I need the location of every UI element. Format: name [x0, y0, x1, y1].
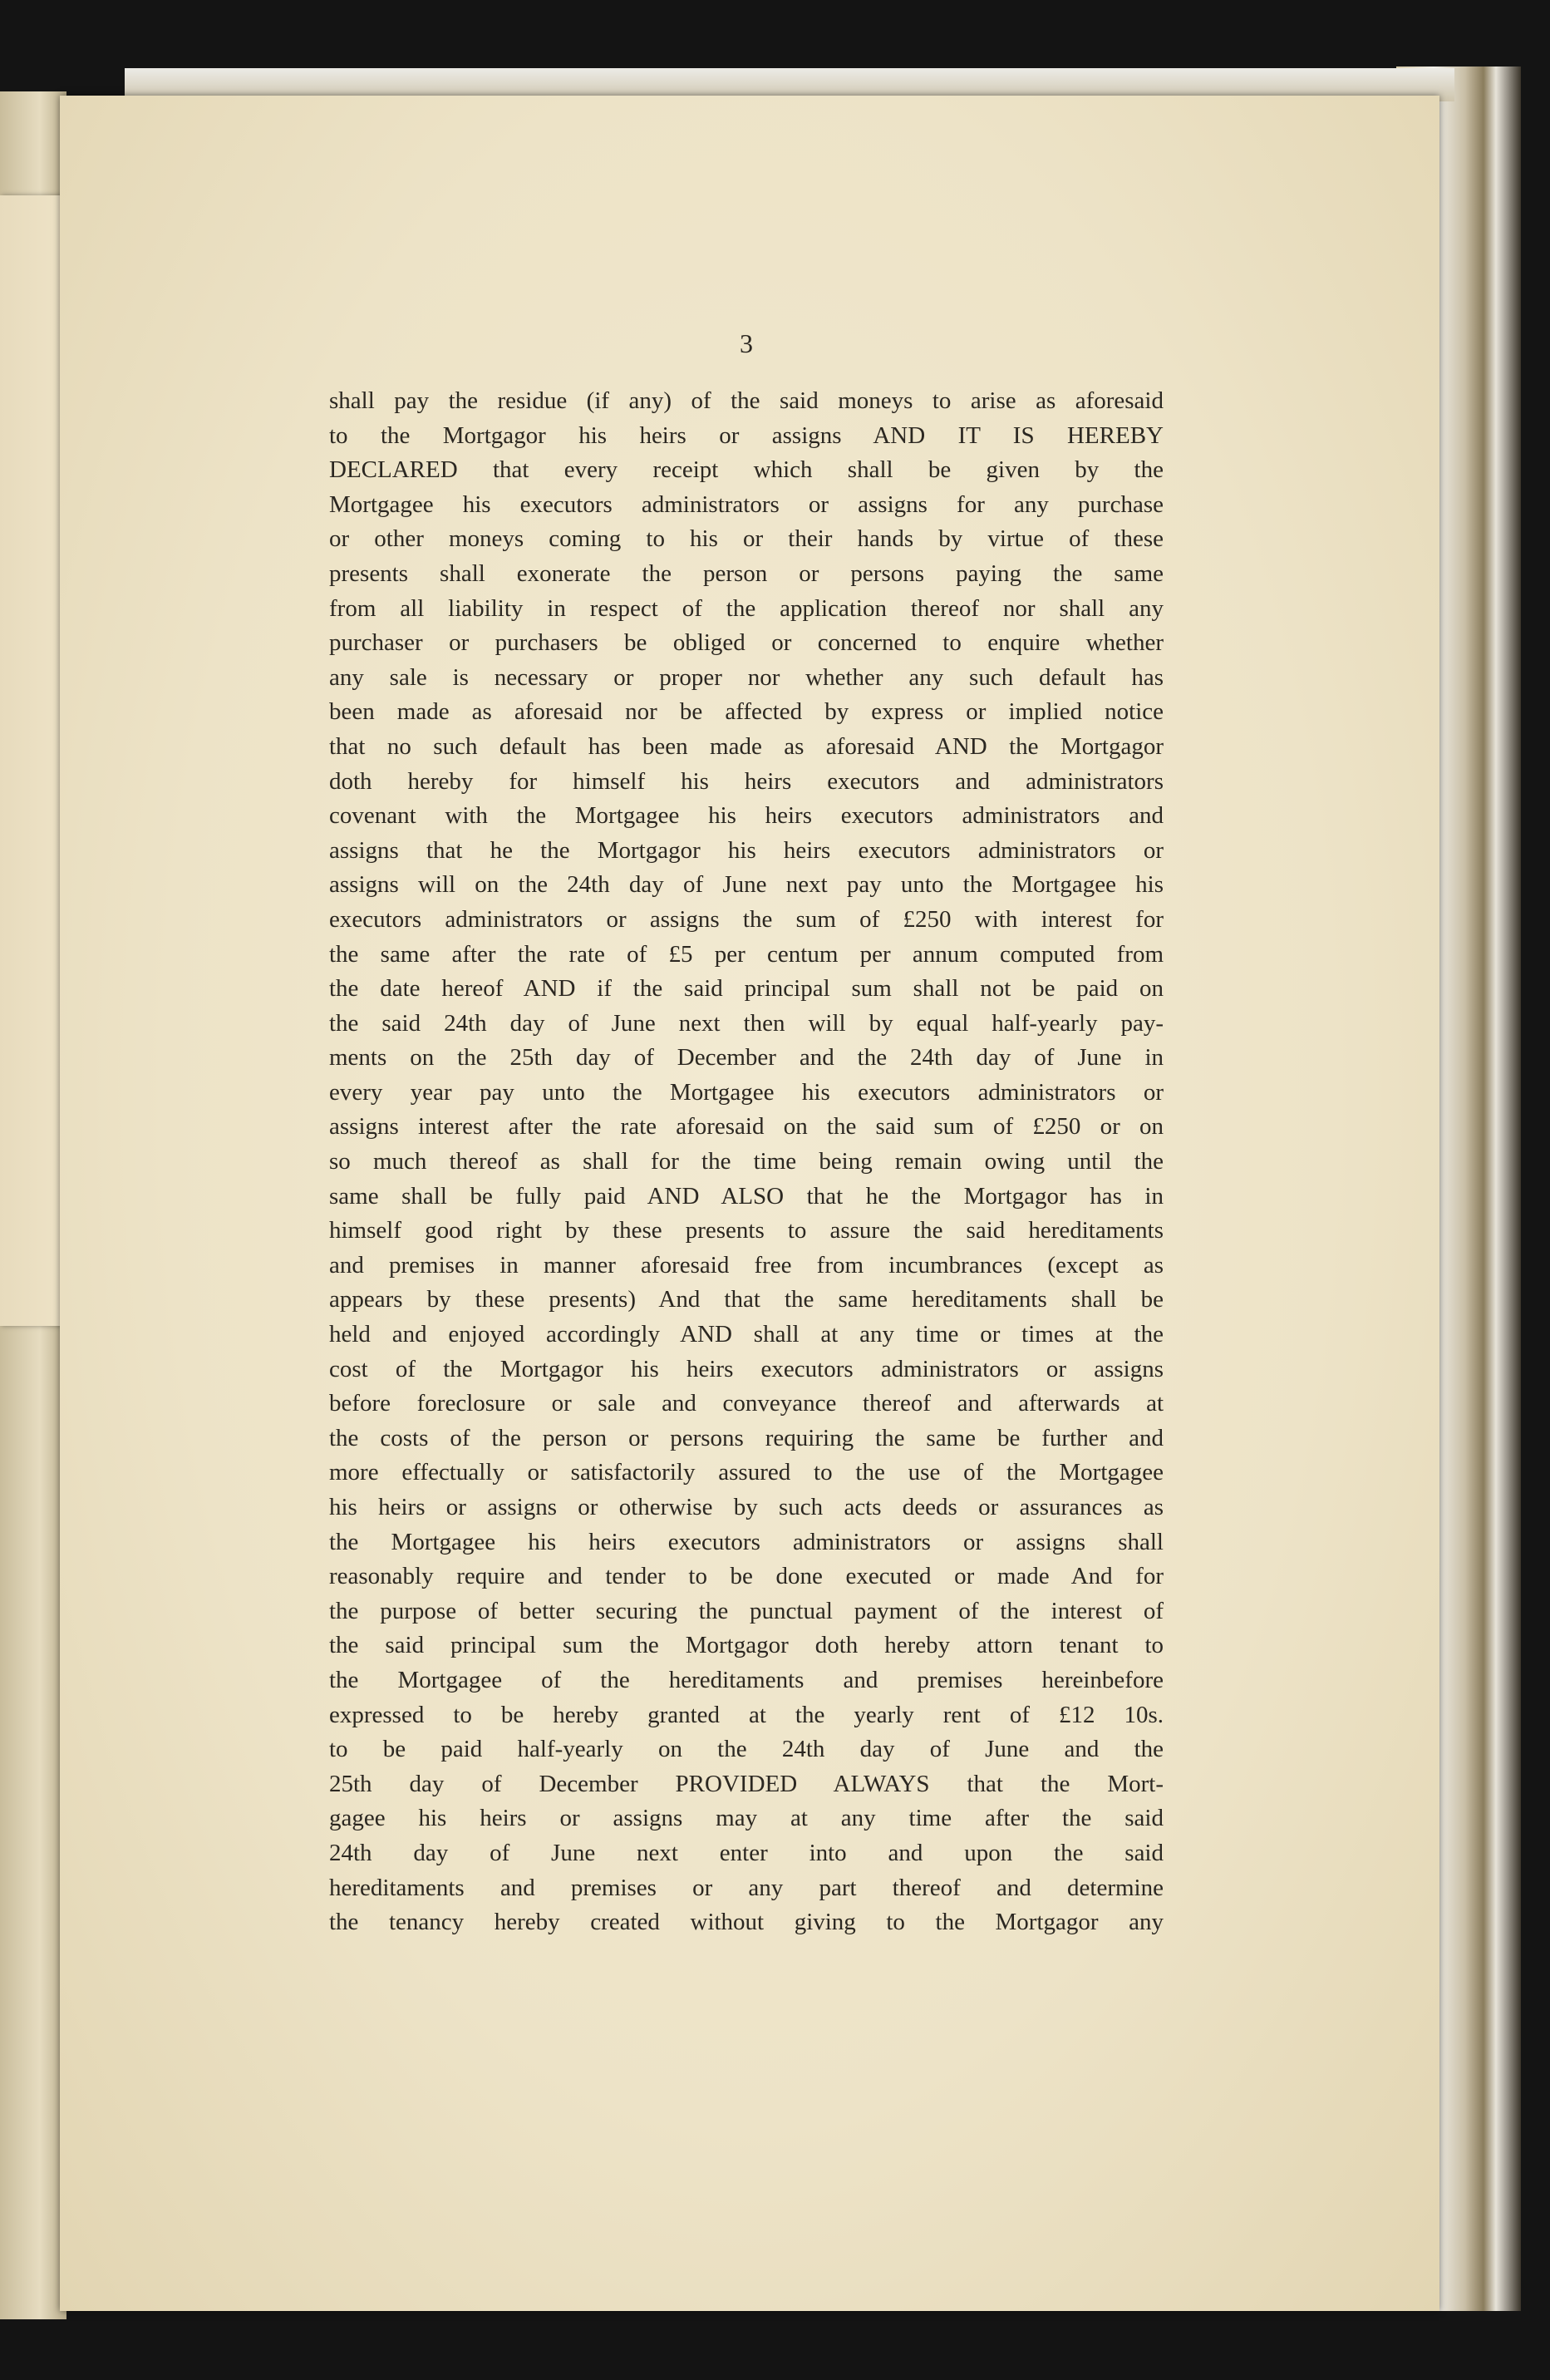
- text-line: cost of the Mortgagor his heirs executors administrators or assigns: [329, 1355, 1164, 1382]
- text-line: assigns that he the Mortgagor his heirs executors administrators or: [329, 836, 1164, 864]
- text-line: doth hereby for himself his heirs executors and administrators: [329, 767, 1164, 795]
- text-line: the said 24th day of June next then will by equal half-yearly pay-: [329, 1009, 1164, 1037]
- text-line: himself good right by these presents to assure the said hereditaments: [329, 1217, 1164, 1244]
- text-line: the Mortgagee his heirs executors administrators or assigns shall: [329, 1528, 1164, 1555]
- text-line: the purpose of better securing the punctual payment of the interest of: [329, 1597, 1164, 1624]
- text-line: so much thereof as shall for the time being remain owing until the: [329, 1148, 1164, 1175]
- text-line: assigns interest after the rate aforesaid on the said sum of £250 or on: [329, 1113, 1164, 1141]
- text-line: assigns will on the 24th day of June next pay unto the Mortgagee his: [329, 871, 1164, 899]
- text-line: the same after the rate of £5 per centum per annum computed from: [329, 940, 1164, 968]
- text-line: been made as aforesaid nor be affected by express or implied notice: [329, 698, 1164, 726]
- text-line: purchaser or purchasers be obliged or concerned to enquire whether: [329, 629, 1164, 657]
- text-line: to be paid half-yearly on the 24th day of June and the: [329, 1736, 1164, 1763]
- text-line: the said principal sum the Mortgagor doth hereby attorn tenant to: [329, 1632, 1164, 1659]
- text-line: the Mortgagee of the hereditaments and premises hereinbefore: [329, 1666, 1164, 1693]
- text-line: shall pay the residue (if any) of the said moneys to arise as aforesaid: [329, 387, 1164, 414]
- text-line: covenant with the Mortgagee his heirs executors administrators and: [329, 802, 1164, 830]
- text-line: more effectually or satisfactorily assured to the use of the Mortgagee: [329, 1459, 1164, 1486]
- page-number: 3: [740, 328, 753, 358]
- text-line: every year pay unto the Mortgagee his executors administrators or: [329, 1078, 1164, 1106]
- text-line: presents shall exonerate the person or persons paying the same: [329, 559, 1164, 587]
- text-line: ments on the 25th day of December and the 24th day of June in: [329, 1044, 1164, 1072]
- text-line: his heirs or assigns or otherwise by such acts deeds or assurances as: [329, 1494, 1164, 1520]
- text-line: appears by these presents) And that the same hereditaments shall be: [329, 1286, 1164, 1313]
- text-line: held and enjoyed accordingly AND shall at any time or times at the: [329, 1321, 1164, 1348]
- text-line: any sale is necessary or proper nor whether any such default has: [329, 663, 1164, 691]
- text-line: before foreclosure or sale and conveyance thereof and afterwards at: [329, 1390, 1164, 1417]
- text-line: DECLARED that every receipt which shall be given by the: [329, 456, 1164, 484]
- text-line: hereditaments and premises or any part thereof and determine: [329, 1874, 1164, 1901]
- text-line: gagee his heirs or assigns may at any time after the said: [329, 1805, 1164, 1832]
- text-line: the costs of the person or persons requiring the same be further and: [329, 1424, 1164, 1451]
- text-line: or other moneys coming to his or their hands by virtue of these: [329, 525, 1164, 553]
- text-line: Mortgagee his executors administrators or assigns for any purchase: [329, 490, 1164, 518]
- text-line: the tenancy hereby created without giving to the Mortgagor any: [329, 1909, 1164, 1936]
- text-line: same shall be fully paid AND ALSO that he the Mortgagor has in: [329, 1182, 1164, 1210]
- text-line: expressed to be hereby granted at the yearly rent of £12 10s.: [329, 1701, 1164, 1728]
- body-text: [329, 384, 1164, 1940]
- text-line: that no such default has been made as aforesaid AND the Mortgagor: [329, 732, 1164, 760]
- text-line: 24th day of June next enter into and upon the said: [329, 1839, 1164, 1866]
- text-line: 25th day of December PROVIDED ALWAYS that the Mort-: [329, 1770, 1164, 1797]
- text-line: executors administrators or assigns the sum of £250 with interest for: [329, 905, 1164, 933]
- text-line: to the Mortgagor his heirs or assigns AND IT IS HEREBY: [329, 421, 1164, 449]
- text-line: reasonably require and tender to be done executed or made And for: [329, 1563, 1164, 1590]
- text-line: from all liability in respect of the application thereof nor shall any: [329, 594, 1164, 622]
- text-line: the date hereof AND if the said principal sum shall not be paid on: [329, 975, 1164, 1003]
- text-line: and premises in manner aforesaid free from incumbrances (except as: [329, 1251, 1164, 1279]
